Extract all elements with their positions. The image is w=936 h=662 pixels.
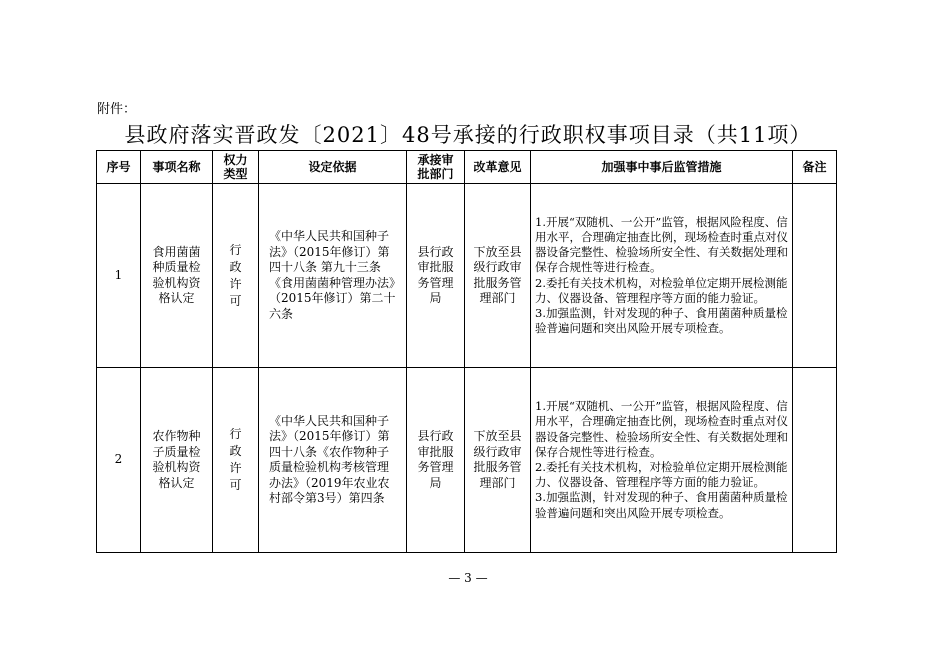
measure-3: 3.加强监测，针对发现的种子、食用菌菌种质量检验普遍问题和突出风险开展专项检查。 xyxy=(535,490,788,520)
cell-seq: 2 xyxy=(97,368,141,553)
measure-1: 1.开展“双随机、一公开”监管，根据风险程度、信用水平，合理确定抽查比例，现场检查时重点对仪器设备完整性、检验场所安全性、有关数据处理和保存合规性等进行检查。 xyxy=(535,399,788,459)
cell-item-name-text: 食用菌菌种质量检验机构资格认定 xyxy=(152,244,201,305)
cell-item-name-text: 农作物种子质量检验机构资格认定 xyxy=(152,429,201,490)
header-item-name: 事项名称 xyxy=(141,151,213,184)
cell-dept xyxy=(407,368,465,553)
cell-power-type xyxy=(213,184,259,368)
table-row xyxy=(97,368,837,553)
cell-power-type-text: 行政许可 xyxy=(229,242,242,308)
cell-power-type xyxy=(213,368,259,553)
header-seq: 序号 xyxy=(97,151,141,184)
cell-note xyxy=(793,184,837,368)
header-dept xyxy=(407,151,465,184)
measure-2: 2.委托有关技术机构，对检验单位定期开展检测能力、仪器设备、管理程序等方面的能力验证。 xyxy=(535,275,788,305)
cell-dept-text: 县行政审批服务管理局 xyxy=(417,429,454,490)
cell-reform xyxy=(465,184,531,368)
cell-note xyxy=(793,368,837,553)
cell-measures xyxy=(531,368,793,553)
cell-reform-text: 下放至县级行政审批服务管理部门 xyxy=(473,429,522,490)
header-power-type xyxy=(213,151,259,184)
authority-items-table xyxy=(96,150,837,553)
header-reform: 改革意见 xyxy=(465,151,531,184)
header-basis: 设定依据 xyxy=(259,151,407,184)
page-number: — 3 — xyxy=(448,571,488,585)
measure-1: 1.开展“双随机、一公开”监管，根据风险程度、信用水平，合理确定抽查比例，现场检查时重点对仪器设备完整性、检验场所安全性、有关数据处理和保存合规性等进行检查。 xyxy=(535,214,788,275)
cell-seq: 1 xyxy=(97,184,141,368)
cell-basis: 《中华人民共和国种子法》（2015年修订）第四十八条 第九十三条《食用菌菌种管理办法》（2015年修订）第二十六条 xyxy=(259,184,407,368)
header-dept-text: 承接审批部门 xyxy=(417,153,454,181)
attachment-label: 附件： xyxy=(97,102,137,117)
header-measures: 加强事中事后监管措施 xyxy=(531,151,793,184)
cell-dept xyxy=(407,184,465,368)
header-note: 备注 xyxy=(793,151,837,184)
header-power-type-text: 权力类型 xyxy=(223,153,248,181)
document-title: 县政府落实晋政发〔2021〕48号承接的行政职权事项目录（共11项） xyxy=(124,123,812,147)
table-row xyxy=(97,184,837,368)
cell-reform-text: 下放至县级行政审批服务管理部门 xyxy=(473,244,522,305)
table-header-row xyxy=(97,151,837,184)
cell-dept-text: 县行政审批服务管理局 xyxy=(417,244,454,305)
cell-item-name xyxy=(141,368,213,553)
cell-item-name xyxy=(141,184,213,368)
cell-basis: 《中华人民共和国种子法》（2015年修订）第四十八条《农作物种子质量检验机构考核管理办法》（2019年农业农村部令第3号）第四条 xyxy=(259,368,407,553)
cell-reform xyxy=(465,368,531,553)
cell-power-type-text: 行政许可 xyxy=(229,427,242,492)
measure-3: 3.加强监测，针对发现的种子、食用菌菌种质量检验普遍问题和突出风险开展专项检查。 xyxy=(535,305,788,336)
cell-measures xyxy=(531,184,793,368)
measure-2: 2.委托有关技术机构，对检验单位定期开展检测能力、仪器设备、管理程序等方面的能力验证。 xyxy=(535,460,788,490)
